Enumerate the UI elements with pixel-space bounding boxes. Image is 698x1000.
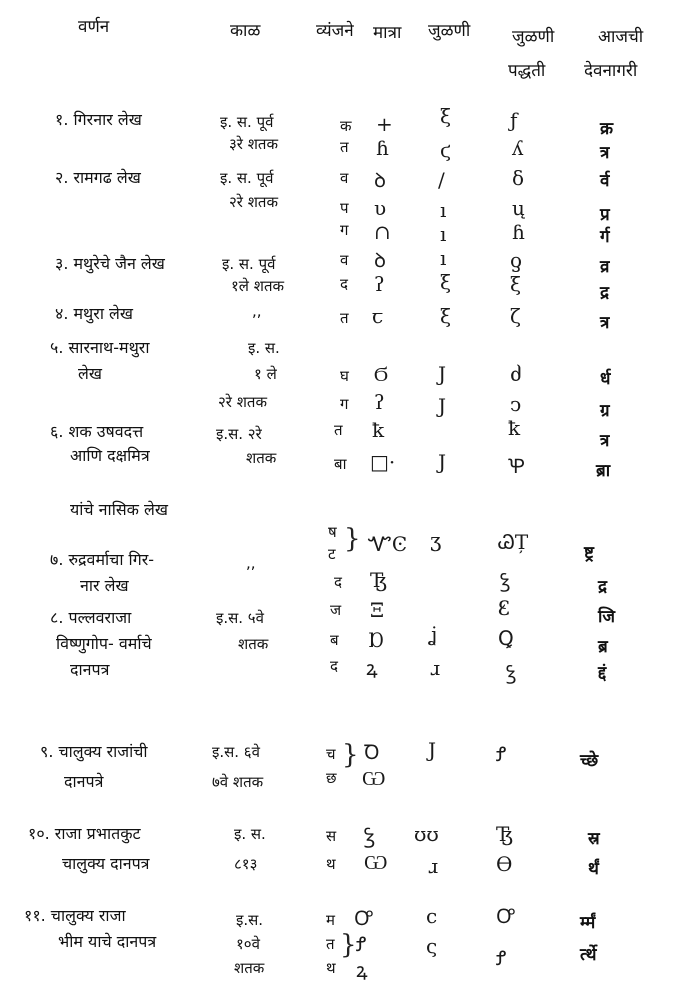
brahmi-joined-glyph: Ꜫ [498, 596, 511, 620]
brahmi-joined-glyph: ძ [510, 362, 522, 386]
brahmi-joined-glyph: ƍ [510, 248, 523, 272]
brahmi-joined-glyph: ξ [510, 272, 522, 296]
row9-era-line1: इ.स. ६वे [212, 743, 260, 761]
brahmi-joined-glyph: Ѳ [496, 852, 513, 876]
brahmi-conjunct-glyph: J [438, 394, 447, 418]
row7-consonant: द [334, 573, 342, 591]
row8-modern: जि [598, 607, 616, 627]
header-modern-line1: आजची [598, 27, 644, 47]
row3-modern: द्र [600, 283, 610, 303]
brahmi-conjunct-glyph: J [438, 450, 447, 474]
row5-era-line3: २रे शतक [218, 393, 267, 411]
brahmi-joined-glyph: ꝣ [500, 568, 511, 592]
row2-title: २. रामगढ लेख [55, 168, 141, 187]
row1-title: १. गिरनार लेख [55, 110, 142, 129]
row11-era-line2: १०वे [236, 935, 260, 953]
brahmi-conjunct-glyph: ξ [440, 104, 452, 128]
row3-consonant: द [340, 275, 348, 293]
row3-modern: व्र [600, 257, 610, 277]
row2-consonant: व [340, 169, 349, 187]
header-vowel-signs: मात्रा [373, 23, 402, 43]
header-period: काळ [230, 21, 261, 41]
row8-title-line2: विष्णुगोप- वर्माचे [56, 634, 152, 653]
row9-title-line1: ९. चालुक्य राजांची [40, 742, 148, 761]
row5-modern: र्ध [600, 369, 611, 389]
row11-consonant: त [326, 935, 335, 953]
row10-modern: स्र [588, 829, 600, 849]
brahmi-matra-glyph: ɦ [376, 136, 389, 160]
row6-modern: ब्रा [596, 461, 611, 481]
row6-title-line3: यांचे नासिक लेख [70, 500, 168, 519]
row9-consonant: च [326, 745, 336, 763]
row8-consonant: ज [330, 601, 342, 619]
row1-era-line1: इ. स. पूर्व [220, 113, 274, 131]
row4-title: ४. मथुरा लेख [55, 304, 133, 323]
row11-title-line2: भीम याचे दानपत्र [58, 932, 157, 951]
brahmi-conjunct-glyph: ı [440, 198, 447, 222]
row2-era-line2: २रे शतक [229, 193, 278, 211]
row6-consonant: बा [334, 455, 347, 473]
row9-modern: च्छे [580, 751, 599, 771]
row10-title-line1: १०. राजा प्रभातकुट [28, 824, 141, 843]
row8-title-line3: दानपत्र [70, 660, 110, 679]
brahmi-matra-glyph: ꝝ [366, 656, 378, 680]
row6-era-line2: शतक [246, 449, 277, 467]
header-method-line2: पद्धती [508, 61, 546, 81]
brahmi-matra-glyph: Ꝺ [364, 740, 380, 764]
brace-icon: } [340, 930, 357, 960]
brace-icon: } [344, 524, 361, 554]
brahmi-joined-glyph: Ꝕ [508, 454, 526, 478]
row7-consonant: ष [328, 523, 337, 541]
row11-consonant: म [326, 911, 335, 929]
row2-consonant: प [340, 199, 349, 217]
brahmi-conjunct-glyph: ξ [440, 270, 452, 294]
brahmi-matra-glyph: Ꝣ [364, 824, 375, 848]
row5-modern: ग्र [600, 401, 610, 421]
row3-era-line1: इ. स. पूर्व [222, 255, 276, 273]
row2-modern: र्व [600, 171, 610, 191]
brahmi-matra-glyph: Ꜩ [370, 568, 387, 592]
row6-consonant: त [334, 421, 343, 439]
brahmi-matra-glyph: □· [370, 450, 396, 474]
row2-era-line1: इ. स. पूर्व [220, 169, 274, 187]
brahmi-matra-glyph: Ѡ [362, 766, 386, 790]
row5-title-line2: लेख [78, 364, 102, 383]
row4-consonant: त [340, 309, 349, 327]
row8-title-line1: ८. पल्लवराजा [50, 608, 132, 627]
row1-modern: त्र [600, 143, 610, 163]
brahmi-conjunct-glyph: ξ [440, 304, 452, 328]
row5-title-line1: ५. सारनाथ-मथुरा [50, 338, 150, 357]
brahmi-matra-glyph: ꝺ [374, 248, 386, 272]
row8-consonant: द [330, 657, 338, 675]
row6-title-line2: आणि दक्षमित्र [70, 446, 150, 465]
row5-consonant: घ [340, 367, 349, 385]
brahmi-joined-glyph: ζ [510, 304, 521, 328]
row10-era-line1: इ. स. [234, 825, 266, 843]
brahmi-joined-glyph: Ꜩ [496, 822, 513, 846]
row1-modern: क्र [600, 119, 614, 139]
row1-consonant: त [340, 138, 349, 156]
brahmi-matra-glyph: ꝁ [372, 418, 385, 442]
row10-consonant: स [326, 827, 337, 845]
brahmi-conjunct-glyph: ϛ [440, 138, 452, 162]
brahmi-joined-glyph: Ꝍ [496, 904, 515, 928]
row10-modern: र्थं [588, 859, 599, 879]
brahmi-conjunct-glyph: ʒ [430, 528, 442, 552]
row11-modern: र्म्मं [580, 913, 596, 933]
row9-era-line2: ७वे शतक [212, 773, 264, 791]
row6-modern: त्र [600, 431, 610, 451]
row1-consonant: क [340, 117, 352, 135]
brahmi-matra-glyph: Ꝍ [354, 906, 373, 930]
row8-modern: द्दं [598, 663, 607, 683]
brahmi-matra-glyph: ʔ [374, 390, 385, 414]
row11-modern: र्त्थे [580, 945, 597, 965]
row5-era-line2: १ ले [254, 365, 277, 383]
row11-era-line3: शतक [234, 959, 265, 977]
brahmi-joined-glyph: ↄ [510, 392, 522, 416]
row2-modern: प्र [600, 205, 610, 225]
brahmi-joined-glyph: ꝁ [508, 416, 521, 440]
row4-era: ,, [252, 302, 262, 320]
brahmi-conjunct-glyph: ʊʊ [414, 822, 439, 846]
row1-era-line2: ३रे शतक [229, 135, 278, 153]
brahmi-conjunct-glyph: ı [440, 246, 447, 270]
header-modern-line2: देवनागरी [584, 61, 638, 81]
row8-consonant: ब [330, 631, 339, 649]
brahmi-joined-glyph: ɦ [512, 220, 525, 244]
brahmi-matra-glyph: ᏉϾ [368, 532, 408, 556]
row5-consonant: ग [340, 395, 349, 413]
brahmi-joined-glyph: Ꝗ [498, 626, 514, 650]
row9-title-line2: दानपत्रे [64, 772, 104, 791]
brahmi-conjunct-glyph: ς [426, 934, 438, 958]
header-description: वर्णन [78, 17, 110, 37]
brahmi-conjunct-glyph: ʝ [430, 622, 438, 646]
brahmi-conjunct-glyph: ɹ [430, 656, 441, 680]
row11-era-line1: इ.स. [236, 911, 264, 929]
row6-title-line1: ६. शक उषवदत्त [50, 422, 144, 441]
row3-era-line2: १ले शतक [231, 277, 285, 295]
row3-consonant: व [340, 251, 349, 269]
brahmi-joined-glyph: ʎ [512, 136, 524, 160]
row7-era: ,, [246, 554, 256, 572]
brahmi-joined-glyph: Ꝭ [496, 946, 507, 970]
brahmi-matra-glyph: Ϭ [374, 362, 388, 386]
brahmi-matra-glyph: Ɒ [368, 628, 384, 652]
brahmi-joined-glyph: Ꝭ [496, 742, 507, 766]
row2-modern: र्ग [600, 227, 610, 247]
row7-title-line2: नार लेख [80, 576, 129, 595]
row11-consonant: थ [326, 959, 336, 977]
brahmi-matra-glyph: ꞇ [372, 304, 384, 328]
brahmi-conjunct-glyph: J [438, 362, 447, 386]
row10-title-line2: चालुक्य दानपत्र [62, 854, 150, 873]
brahmi-matra-glyph: ꝝ [356, 958, 368, 982]
brahmi-conjunct-glyph: J [428, 738, 437, 762]
brahmi-matra-glyph: Ξ [370, 598, 385, 622]
brahmi-matra-glyph: ꝺ [374, 168, 386, 192]
brahmi-joined-glyph: δ [512, 166, 525, 190]
brahmi-matra-glyph: Ꝭ [356, 932, 367, 956]
row3-title: ३. मथुरेचे जैन लेख [55, 254, 165, 273]
brahmi-joined-glyph: ᏊȚ [498, 530, 529, 554]
brace-icon: } [342, 740, 359, 770]
row8-modern: ब्र [598, 637, 608, 657]
row11-title-line1: ११. चालुक्य राजा [24, 906, 126, 925]
brahmi-matra-glyph: Ѡ [364, 850, 388, 874]
brahmi-joined-glyph: ꝣ [506, 660, 517, 684]
row7-modern: द्र [598, 577, 608, 597]
brahmi-matra-glyph: ∩ [374, 220, 391, 244]
row8-era-line2: शतक [238, 635, 269, 653]
row4-modern: त्र [600, 313, 610, 333]
brahmi-joined-glyph: ƒ [510, 108, 518, 132]
header-conjuncts: जुळणी [428, 21, 471, 41]
row7-title-line1: ७. रुद्रवर्माचा गिर- [50, 550, 155, 569]
row8-era-line1: इ.स. ५वे [216, 609, 264, 627]
row5-era-line1: इ. स. [248, 339, 280, 357]
brahmi-conjunct-glyph: ϲ [426, 904, 438, 928]
brahmi-matra-glyph: + [376, 112, 393, 136]
brahmi-conjunct-glyph: ı [440, 222, 447, 246]
row7-modern: ष्ट्र [584, 543, 594, 563]
row6-era-line1: इ.स. २रे [216, 425, 262, 443]
brahmi-matra-glyph: ʔ [374, 272, 385, 296]
row10-consonant: थ [326, 855, 336, 873]
brahmi-matra-glyph: υ [374, 196, 387, 220]
header-consonants: व्यंजने [316, 21, 354, 41]
row10-era-line2: ८१३ [234, 855, 258, 873]
header-method-line1: जुळणी [512, 27, 555, 47]
brahmi-conjunct-glyph: / [438, 168, 445, 192]
row2-consonant: ग [340, 221, 349, 239]
brahmi-conjunct-glyph: ɹ [428, 854, 439, 878]
row9-consonant: छ [326, 769, 337, 787]
row7-consonant: ट [328, 545, 336, 563]
brahmi-joined-glyph: ų [512, 196, 525, 220]
